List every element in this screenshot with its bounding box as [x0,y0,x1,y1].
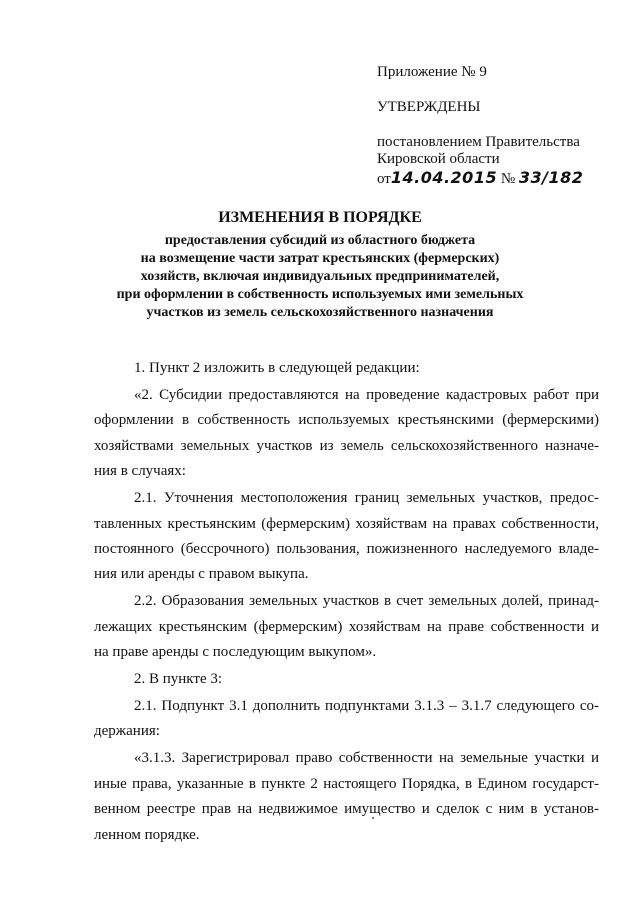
decree-number-label: № [500,171,516,187]
decree-line-1: постановлением Правительства [377,134,580,150]
decree-prefix: от [377,171,391,187]
document-body [94,356,599,848]
decree-date: 14.04.2015 [390,168,498,187]
paragraph-line: 2.2. Образования земельных участков в счет земельных долей, принад- [134,593,599,610]
paragraph-line: «2. Субсидии предоставляются на проведение кадастровых работ при [134,386,599,403]
paragraph-line: иные права, указанные в пункте 2 настоящего Порядка, в Едином государст- [94,775,599,792]
paragraph-line: 2.1. Подпункт 3.1 дополнить подпунктами 3.1.3 – 3.1.7 следующего со- [134,698,599,715]
paragraph-line: ния в случаях: [94,463,186,480]
paragraph-line: 1. Пункт 2 изложить в следующей редакции: [134,360,420,376]
decree-line-2: Кировской области [377,151,500,167]
paragraph-line: на праве аренды с последующим выкупом». [94,644,377,661]
paragraph-line: ния или аренды с правом выкупа. [94,566,309,583]
decree-number: 33/182 [518,168,584,187]
paragraph-line: 2. В пункте 3: [134,671,223,688]
title-line: на возмещение части затрат крестьянских (фермерских) [140,251,500,266]
paragraph-line: лежащих крестьянским (фермерским) хозяйствам на праве собственности и [94,618,599,635]
decree-line-3 [377,168,583,188]
paragraph-line: венном реестре прав на недвижимое имущество и сделок с ним в установ- [94,801,599,818]
title-line: при оформлении в собственность используемых ими земельных [116,287,524,302]
paragraph-line: «3.1.3. Зарегистрировал право собственности на земельные участки и [134,750,599,767]
paragraph-line: постоянного (бессрочного) пользования, пожизненного наследуемого владе- [94,540,599,557]
title-line: участков из земель сельскохозяйственного назначения [146,305,494,320]
paragraph-line: 2.1. Уточнения местоположения границ земельных участков, предос- [134,490,599,507]
paragraph-line: тавленных крестьянским (фермерским) хозяйствам на правах собственности, [94,515,599,532]
paragraph-line: хозяйствами земельных участков из земель сельскохозяйственного назначе- [94,437,599,454]
appendix-number: Приложение № 9 [377,64,487,80]
paragraph-line: оформлении в собственность используемых крестьянскими (фермерскими) [94,412,599,429]
paragraph-line: держания: [94,723,160,740]
scan-speck [372,817,374,819]
title-line: хозяйств, включая индивидуальных предпринимателей, [140,269,500,284]
approved-label: УТВЕРЖДЕНЫ [377,99,481,115]
paragraph-line: ленном порядке. [94,826,200,843]
title-line: предоставления субсидий из областного бюджета [164,233,476,248]
document-title: ИЗМЕНЕНИЯ В ПОРЯДКЕ [218,209,422,226]
